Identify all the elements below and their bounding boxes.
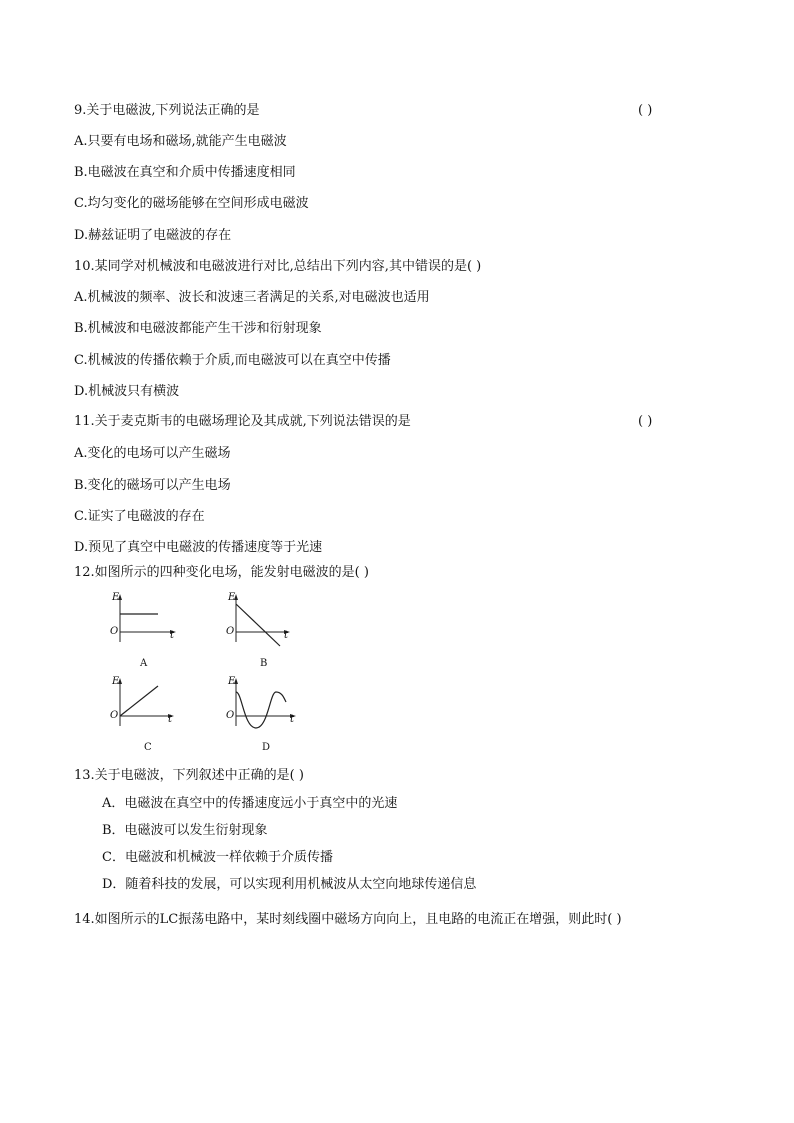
graph-c-curve xyxy=(120,686,158,716)
graph-b-curve xyxy=(236,604,280,646)
graph-a-x-label: t xyxy=(170,630,175,641)
graph-a-y-label: E xyxy=(112,592,120,603)
graph-d-curve xyxy=(236,692,286,728)
graph-d xyxy=(226,676,306,753)
graph-b-caption: B xyxy=(260,658,268,669)
q9-answer-paren: ( ) xyxy=(638,103,653,118)
q10-option-b: B.机械波和电磁波都能产生干涉和衍射现象 xyxy=(74,321,322,336)
q10-option-a: A.机械波的频率、波长和波速三者满足的关系,对电磁波也适用 xyxy=(74,290,430,305)
q13-option-d: D．随着科技的发展，可以实现利用机械波从太空向地球传递信息 xyxy=(102,877,477,892)
graph-b-y-label: E xyxy=(228,592,236,603)
graph-b-x-label: t xyxy=(284,630,289,641)
q11-answer-paren: ( ) xyxy=(638,414,653,429)
q11-option-b: B.变化的磁场可以产生电场 xyxy=(74,478,231,493)
q9-stem: 9.关于电磁波,下列说法正确的是 xyxy=(74,103,260,118)
q9-option-b: B.电磁波在真空和介质中传播速度相同 xyxy=(74,165,296,180)
graph-c-caption: C xyxy=(144,742,152,753)
q13-option-b: B．电磁波可以发生衍射现象 xyxy=(102,823,268,838)
q9-option-a: A.只要有电场和磁场,就能产生电磁波 xyxy=(74,134,287,149)
graph-d-x-label: t xyxy=(290,714,295,725)
graph-c-x-label: t xyxy=(168,714,173,725)
q10-option-d: D.机械波只有横波 xyxy=(74,384,180,399)
graph-a xyxy=(108,592,178,669)
graph-c-y-label: E xyxy=(112,676,120,687)
q12-stem: 12.如图所示的四种变化电场，能发射电磁波的是( ) xyxy=(74,565,369,580)
q10-option-c: C.机械波的传播依赖于介质,而电磁波可以在真空中传播 xyxy=(74,353,391,368)
q11-option-c: C.证实了电磁波的存在 xyxy=(74,509,205,524)
graph-b xyxy=(226,592,296,669)
graph-b-origin: O xyxy=(226,626,235,637)
q14-stem: 14.如图所示的LC振荡电路中，某时刻线圈中磁场方向向上，且电路的电流正在增强，则此时( ) xyxy=(74,912,622,927)
graph-a-origin: O xyxy=(110,626,119,637)
q9-option-c: C.均匀变化的磁场能够在空间形成电磁波 xyxy=(74,196,309,211)
q13-option-a: A．电磁波在真空中的传播速度远小于真空中的光速 xyxy=(102,796,398,811)
graph-d-y-label: E xyxy=(228,676,236,687)
graph-a-caption: A xyxy=(140,658,148,669)
q13-option-c: C．电磁波和机械波一样依赖于介质传播 xyxy=(102,850,333,865)
graph-d-caption: D xyxy=(262,742,271,753)
graph-c xyxy=(110,676,180,753)
q9-option-d: D.赫兹证明了电磁波的存在 xyxy=(74,228,232,243)
q11-stem: 11.关于麦克斯韦的电磁场理论及其成就,下列说法错误的是 xyxy=(74,414,411,429)
q10-stem: 10.某同学对机械波和电磁波进行对比,总结出下列内容,其中错误的是( ) xyxy=(74,259,482,274)
q13-stem: 13.关于电磁波，下列叙述中正确的是( ) xyxy=(74,768,304,783)
q11-option-a: A.变化的电场可以产生磁场 xyxy=(74,446,231,461)
q11-option-d: D.预见了真空中电磁波的传播速度等于光速 xyxy=(74,540,323,555)
graph-d-origin: O xyxy=(226,710,235,721)
graph-c-origin: O xyxy=(110,710,119,721)
